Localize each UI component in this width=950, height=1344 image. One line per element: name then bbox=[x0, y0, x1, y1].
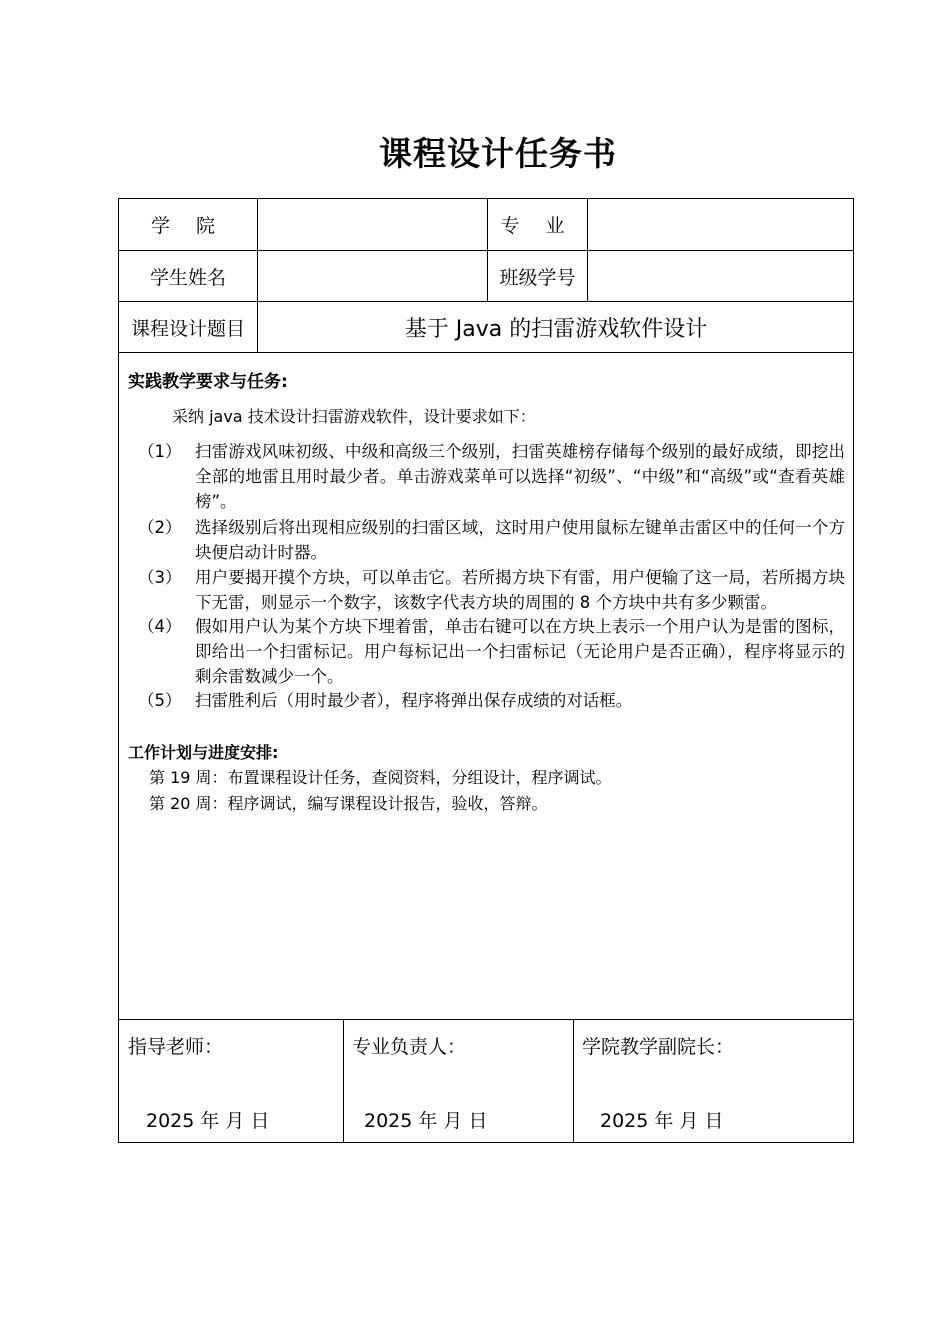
topic-label: 课程设计题目 bbox=[130, 317, 245, 340]
vice-dean-label: 学院教学副院长： bbox=[582, 1036, 735, 1058]
requirement-number: （3） bbox=[138, 568, 182, 587]
major-head-date: 2025 年 月 日 bbox=[364, 1110, 488, 1132]
requirement-number: （4） bbox=[138, 617, 182, 636]
requirement-text: 用户要揭开摸个方块，可以单击它。若所揭方块下有雷，用户便输了这一局，若所揭方块下无雷，则显示一个数字，该数字代表方块的周围的 8 个方块中共有多少颗雷。 bbox=[195, 568, 845, 612]
column-divider bbox=[573, 1019, 574, 1143]
column-divider bbox=[343, 1019, 344, 1143]
college-field[interactable] bbox=[258, 199, 487, 250]
row-divider bbox=[119, 352, 853, 353]
class-id-field[interactable] bbox=[588, 251, 854, 301]
requirement-text: 扫雷胜利后（用时最少者），程序将弹出保存成绩的对话框。 bbox=[195, 691, 633, 710]
college-label: 学 院 bbox=[150, 215, 226, 237]
requirement-text: 假如用户认为某个方块下埋着雷，单击右键可以在方块上表示一个用户认为是雷的图标，即给出一个扫雷标记。用户每标记出一个扫雷标记（无论用户是否正确），程序将显示的剩余雷数减少一个。 bbox=[195, 617, 845, 686]
schedule-item: 第 20 周：程序调试，编写课程设计报告，验收，答辩。 bbox=[149, 794, 548, 813]
requirement-text: 选择级别后将出现相应级别的扫雷区域，这时用户使用鼠标左键单击雷区中的任何一个方块便启动计时器。 bbox=[195, 518, 845, 562]
class-id-label: 班级学号 bbox=[499, 266, 576, 289]
task-table bbox=[118, 198, 854, 1143]
major-field[interactable] bbox=[588, 199, 854, 250]
requirement-number: （1） bbox=[138, 442, 182, 461]
requirement-text: 扫雷游戏风味初级、中级和高级三个级别，扫雷英雄榜存储每个级别的最好成绩，即挖出全部的地雷且用时最少者。单击游戏菜单可以选择“初级”、“中级”和“高级”或“查看英雄榜”。 bbox=[195, 442, 845, 511]
supervisor-label: 指导老师： bbox=[128, 1036, 224, 1058]
row-divider bbox=[119, 1019, 853, 1020]
student-name-label: 学生姓名 bbox=[149, 266, 226, 289]
requirement-number: （2） bbox=[138, 518, 182, 537]
major-head-label: 专业负责人： bbox=[352, 1036, 467, 1058]
requirements-heading: 实践教学要求与任务: bbox=[128, 372, 288, 392]
schedule-heading: 工作计划与进度安排: bbox=[128, 743, 279, 762]
vice-dean-date: 2025 年 月 日 bbox=[600, 1110, 724, 1132]
student-name-field[interactable] bbox=[258, 251, 487, 301]
topic-value: 基于 Java 的扫雷游戏软件设计 bbox=[404, 316, 708, 342]
document-title: 课程设计任务书 bbox=[379, 134, 617, 173]
schedule-item: 第 19 周：布置课程设计任务，查阅资料，分组设计，程序调试。 bbox=[149, 768, 612, 787]
supervisor-date: 2025 年 月 日 bbox=[146, 1110, 270, 1132]
major-label: 专 业 bbox=[500, 215, 575, 237]
requirement-number: （5） bbox=[138, 691, 182, 710]
requirements-intro: 采纳 java 技术设计扫雷游戏软件，设计要求如下： bbox=[172, 407, 536, 426]
